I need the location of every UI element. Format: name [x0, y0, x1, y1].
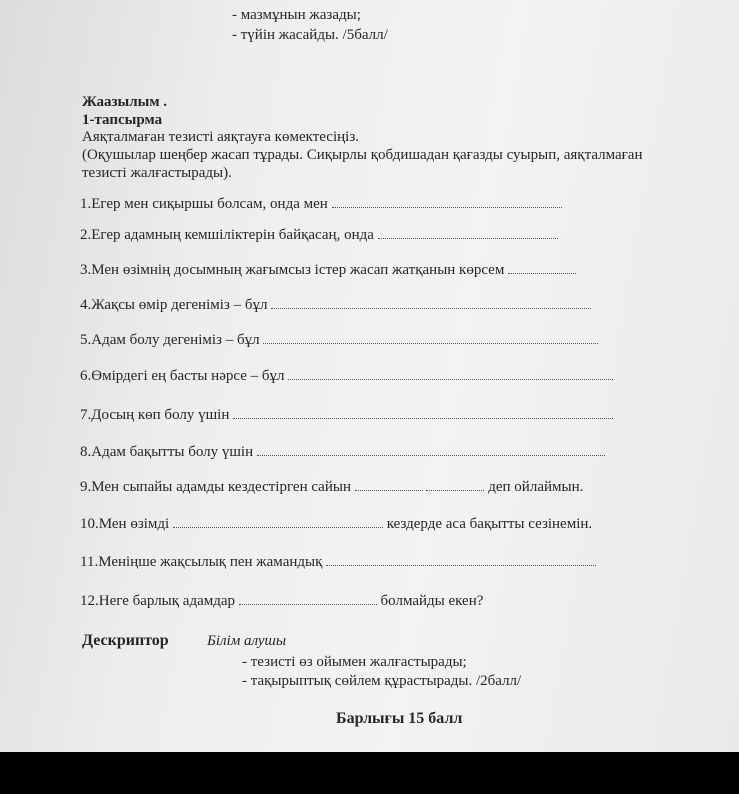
list-item-8 — [80, 443, 605, 461]
answer-blank[interactable] — [288, 367, 613, 380]
task-instruction: Аяқталмаған тезисті аяқтауға көмектесіңіз. — [82, 129, 359, 145]
list-item-10 — [80, 515, 592, 533]
answer-blank[interactable] — [378, 226, 558, 239]
item-text-after: деп ойлаймын. — [488, 479, 584, 495]
list-item-9 — [80, 478, 583, 496]
descriptor-criterion-2: - тақырыптық сөйлем құрастырады. /2балл/ — [242, 673, 522, 689]
list-item-6 — [80, 367, 613, 385]
list-item-7 — [80, 406, 613, 424]
answer-blank[interactable] — [326, 553, 596, 566]
item-text: 12.Неге барлық адамдар — [80, 593, 236, 609]
list-item-3 — [80, 261, 576, 279]
answer-blank[interactable] — [173, 515, 383, 528]
item-text-after: кездерде аса бақытты сезінемін. — [386, 516, 593, 532]
item-text: 3.Мен өзімнің досымның жағымсыз істер жасап жатқанын көрсем — [80, 262, 505, 278]
list-item-2 — [80, 226, 558, 244]
item-text: 7.Досың көп болу үшін — [80, 407, 230, 423]
list-item-12 — [80, 592, 483, 610]
answer-blank[interactable] — [508, 261, 576, 274]
item-text: 8.Адам бақытты болу үшін — [80, 444, 254, 460]
list-item-1 — [80, 195, 562, 213]
answer-blank[interactable] — [263, 331, 598, 344]
descriptor-label: Дескриптор — [82, 632, 169, 649]
header-line-1: - мазмұнын жазады; — [232, 7, 361, 23]
descriptor-subject: Білім алушы — [207, 633, 287, 649]
item-text: 9.Мен сыпайы адамды кездестірген сайын — [80, 479, 351, 495]
answer-blank[interactable] — [332, 195, 562, 208]
black-border — [0, 752, 739, 794]
item-text: 10.Мен өзімді — [80, 516, 170, 532]
descriptor-criterion-1: - тезисті өз ойымен жалғастырады; — [242, 654, 467, 670]
section-heading: Жаазылым . — [82, 94, 168, 110]
item-text: 5.Адам болу дегеніміз – бұл — [80, 332, 260, 348]
item-text: 4.Жақсы өмір дегеніміз – бұл — [80, 297, 268, 313]
task-note-line-2: тезисті жалғастырады). — [82, 165, 232, 181]
answer-blank[interactable] — [257, 443, 605, 456]
answer-blank[interactable] — [233, 406, 613, 419]
answer-blank[interactable] — [355, 478, 423, 491]
item-text: 11.Меніңше жақсылық пен жамандық — [80, 554, 323, 570]
answer-blank[interactable] — [426, 478, 484, 491]
item-text-after: болмайды екен? — [380, 593, 484, 609]
answer-blank[interactable] — [239, 592, 377, 605]
list-item-5 — [80, 331, 598, 349]
total-score: Барлығы 15 балл — [336, 710, 463, 727]
task-note-line-1: (Оқушылар шеңбер жасап тұрады. Сиқырлы қобдишадан қағазды суырып, аяқталмаған — [82, 147, 643, 163]
list-item-11 — [80, 553, 596, 571]
item-text: 6.Өмірдегі ең басты нәрсе – бұл — [80, 368, 285, 384]
answer-blank[interactable] — [271, 296, 591, 309]
item-text: 2.Егер адамның кемшіліктерін байқасаң, онда — [80, 227, 374, 243]
list-item-4 — [80, 296, 591, 314]
item-text: 1.Егер мен сиқыршы болсам, онда мен — [80, 196, 328, 212]
header-line-2: - түйін жасайды. /5балл/ — [232, 27, 388, 43]
task-number: 1-тапсырма — [82, 112, 163, 128]
